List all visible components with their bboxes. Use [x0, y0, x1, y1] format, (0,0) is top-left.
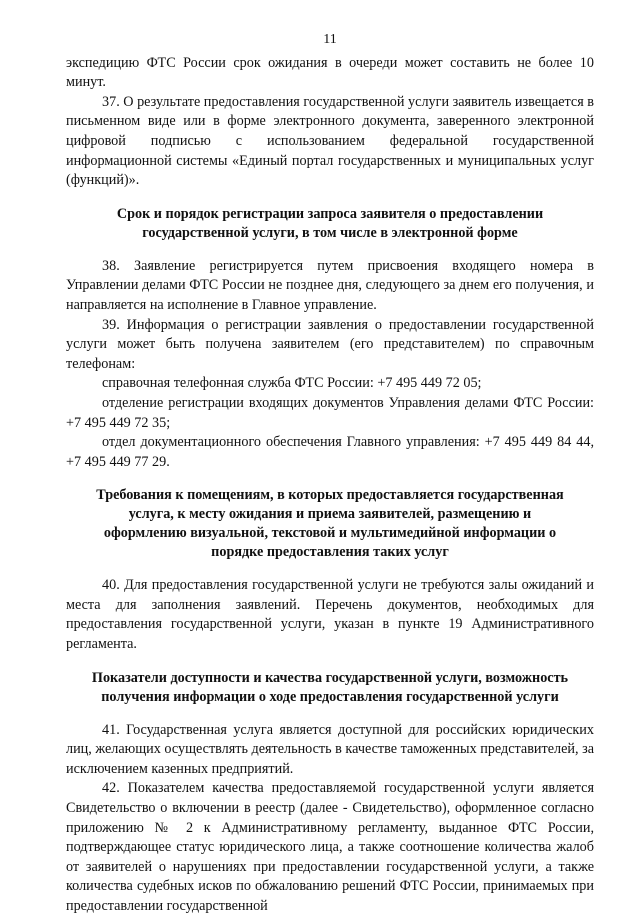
- phone-line-registration-office: отделение регистрации входящих документов Управления делами ФТС России: +7 495 449 72 35;: [66, 394, 594, 431]
- paragraph-38: 38. Заявление регистрируется путем присвоения входящего номера в Управлении делами ФТС России не позднее дня, следующего за днем его получения, и направляется на исполнение в Главное управление.: [66, 257, 594, 313]
- section-heading-registration: Срок и порядок регистрации запроса заявителя о предоставлении государственной услуги, в том числе в электронной форме: [116, 205, 544, 241]
- paragraph-41: 41. Государственная услуга является доступной для российских юридических лиц, желающих осуществлять деятельность в качестве таможенных представителей, за исключением казенных предприятий.: [66, 721, 594, 777]
- paragraph-37: 37. О результате предоставления государственной услуги заявитель извещается в письменном виде или в форме электронного документа, заверенного электронной цифровой подписью с использованием федеральной государственной информационной системы «Единый портал государственных и муниципальных услуг (функций)».: [66, 93, 594, 189]
- section-heading-premises: Требования к помещениям, в которых предоставляется государственная услуга, к месту ожидания и приема заявителей, размещению и оформлению визуальной, текстовой и мультимедийной информации о порядке предоставления таких услуг: [96, 487, 564, 561]
- paragraph-continuation: экспедицию ФТС России срок ожидания в очереди может составить не более 10 минут.: [66, 54, 594, 91]
- phone-line-documentation-dept: отдел документационного обеспечения Главного управления: +7 495 449 84 44, +7 495 449 77 29.: [66, 434, 594, 470]
- paragraph-40: 40. Для предоставления государственной услуги не требуются залы ожиданий и места для заполнения заявлений. Перечень документов, необходимых для предоставления государственной услуги, указан в пункте 19 Административного регламента.: [66, 577, 594, 653]
- paragraph-39: 39. Информация о регистрации заявления о предоставлении государственной услуги может быть получена заявителем (его представителем) по справочным телефонам:: [66, 316, 594, 372]
- page-number: 11: [323, 32, 337, 47]
- phone-line-help-service: справочная телефонная служба ФТС России: +7 495 449 72 05;: [102, 375, 482, 392]
- section-heading-accessibility: Показатели доступности и качества государственной услуги, возможность получения информации о ходе предоставления государственной услуги: [91, 669, 569, 705]
- paragraph-42: 42. Показателем качества предоставляемой государственной услуги является Свидетельство о включении в реестр (далее - Свидетельство), оформленное согласно приложению № 2 к Административному регламенту, выданное ФТС России, подтверждающее статус юридического лица, а также соотношение количества жалоб от заявителей о нарушениях при предоставлении государственной услуги, а также количества судебных исков по обжалованию решений ФТС России, принимаемых при предоставлении государственной: [66, 780, 594, 914]
